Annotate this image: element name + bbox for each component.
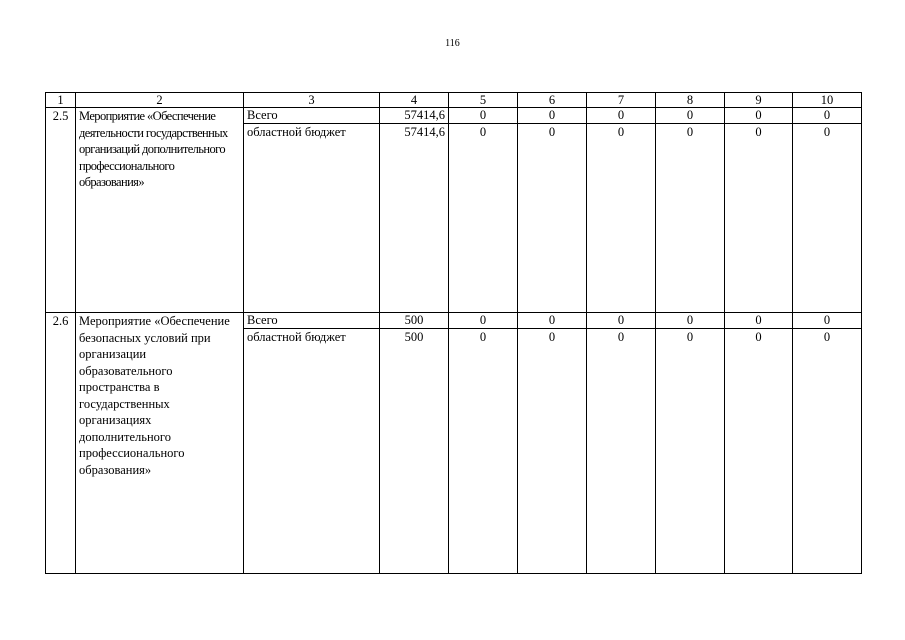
header-cell: 10 [793,93,862,108]
row-number: 2.5 [46,108,76,313]
funding-source-label: областной бюджет [244,329,380,574]
value-cell: 0 [656,124,725,313]
activity-name: Мероприятие «Обеспечение безопасных условий при организации образовательного пространства в государственных организациях дополнительного профессионального образования» [76,313,244,574]
value-cell: 0 [449,313,518,329]
row-number: 2.6 [46,313,76,574]
funding-source-label: областной бюджет [244,124,380,313]
activity-name: Мероприятие «Обеспечение деятельности государственных организаций дополнительного профессионального образования» [76,108,244,313]
value-cell: 500 [380,329,449,574]
value-cell: 0 [449,329,518,574]
funding-source-label: Всего [244,313,380,329]
value-cell: 0 [793,124,862,313]
value-cell: 0 [587,124,656,313]
value-cell: 0 [725,313,793,329]
header-cell: 1 [46,93,76,108]
page-number: 116 [445,38,460,49]
value-cell: 0 [587,313,656,329]
value-cell: 0 [793,313,862,329]
header-cell: 7 [587,93,656,108]
header-row [46,93,862,108]
value-cell: 0 [793,329,862,574]
value-cell: 0 [449,108,518,124]
funding-source-label: Всего [244,108,380,124]
value-cell: 0 [518,313,587,329]
header-cell: 4 [380,93,449,108]
header-cell: 5 [449,93,518,108]
header-cell: 3 [244,93,380,108]
value-cell: 0 [518,124,587,313]
value-cell: 0 [725,108,793,124]
table-row [46,313,862,329]
value-cell: 0 [587,329,656,574]
value-cell: 0 [793,108,862,124]
header-cell: 9 [725,93,793,108]
value-cell: 57414,6 [380,124,449,313]
value-cell: 500 [380,313,449,329]
header-cell: 8 [656,93,725,108]
value-cell: 0 [518,108,587,124]
budget-table [45,92,862,574]
value-cell: 0 [449,124,518,313]
value-cell: 0 [518,329,587,574]
table-row [46,108,862,124]
value-cell: 0 [656,313,725,329]
value-cell: 0 [725,124,793,313]
value-cell: 0 [725,329,793,574]
value-cell: 0 [656,108,725,124]
value-cell: 0 [587,108,656,124]
header-cell: 2 [76,93,244,108]
value-cell: 57414,6 [380,108,449,124]
header-cell: 6 [518,93,587,108]
value-cell: 0 [656,329,725,574]
